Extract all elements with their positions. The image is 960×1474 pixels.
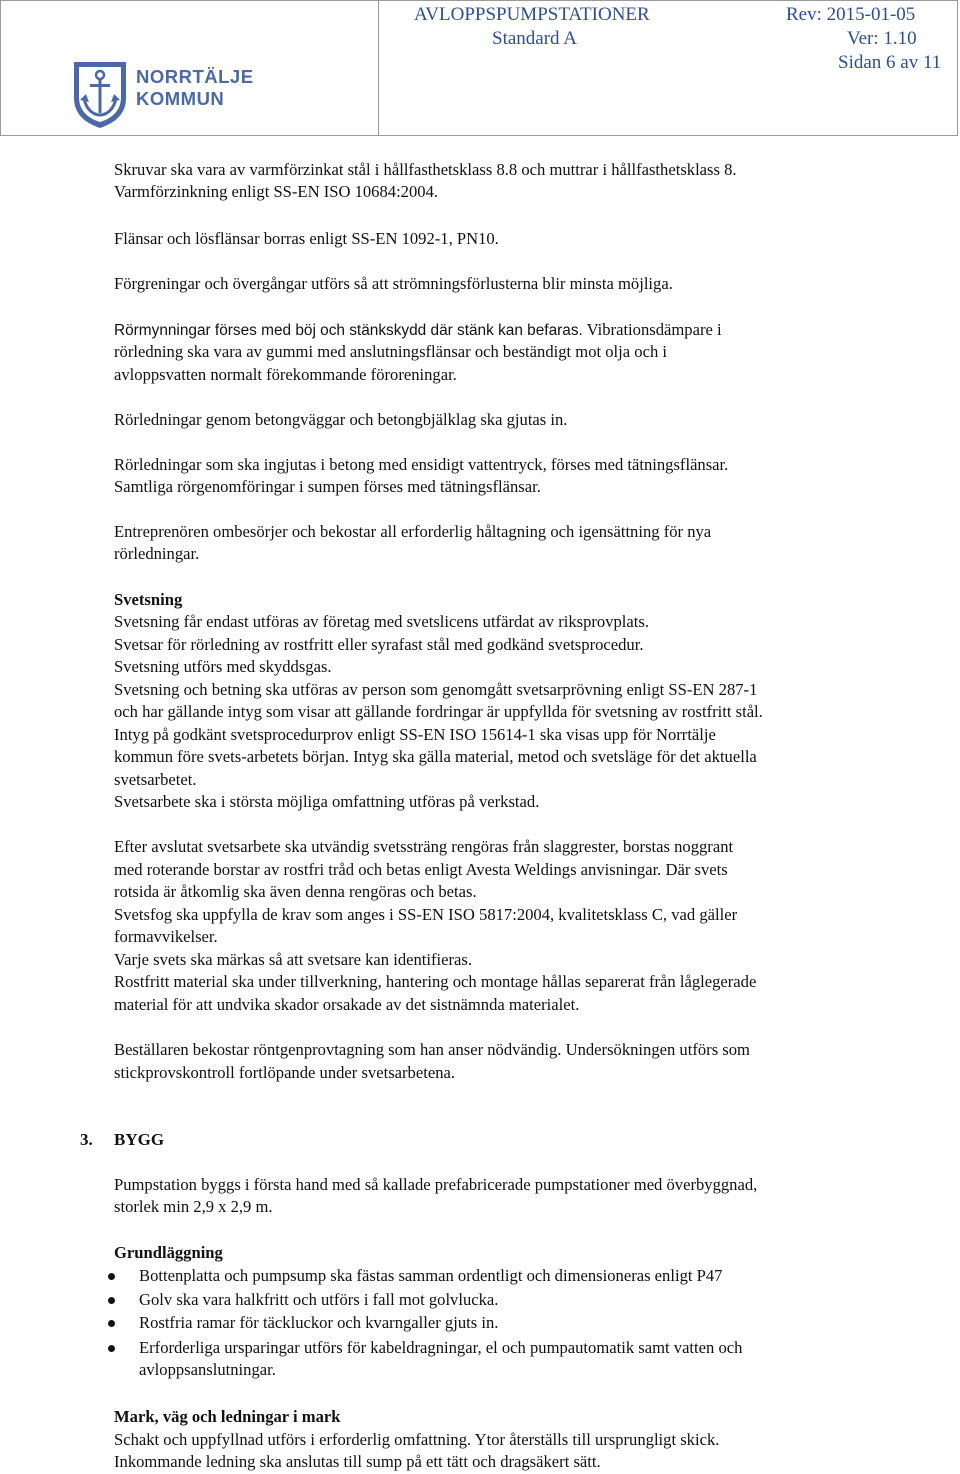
paragraph-cast-pipes-line-1: Rörledningar som ska ingjutas i betong med ensidigt vattentryck, förses med tätningsflänsar. xyxy=(114,455,729,474)
bullet-dot xyxy=(108,1345,115,1352)
heading-mark-vag-ledningar: Mark, väg och ledningar i mark xyxy=(114,1407,341,1426)
header-divider xyxy=(378,0,379,136)
logo-line-2: KOMMUN xyxy=(136,88,225,109)
bullet-dot xyxy=(108,1273,115,1280)
welding-line: Svetsning får endast utföras av företag med svetslicens utfärdat av riksprovplats. xyxy=(114,612,649,631)
welding-line: kommun före svets-arbetets början. Intyg ska gälla material, metod och svetsläge för det aktuella xyxy=(114,747,757,766)
document-title: AVLOPPSPUMPSTATIONER xyxy=(414,4,650,25)
paragraph-bolts-line-2: Varmförzinkning enligt SS-EN ISO 10684:2004. xyxy=(114,182,439,201)
norrtalje-kommun-logo xyxy=(70,58,270,130)
heading-svetsning: Svetsning xyxy=(114,590,183,609)
bullet-item: Rostfria ramar för täckluckor och kvarngaller gjuts in. xyxy=(139,1313,499,1332)
post-weld-line: med roterande borstar av rostfri tråd och betas enligt Avesta Weldings anvisningar. Där svets xyxy=(114,860,728,879)
paragraph-pipe-openings-line-2: rörledning ska vara av gummi med anslutningsflänsar och beständigt mot olja och i xyxy=(114,342,667,361)
welding-line: Svetsning utförs med skyddsgas. xyxy=(114,657,332,676)
xray-line: stickprovskontroll fortlöpande under svetsarbetena. xyxy=(114,1063,455,1082)
welding-line: Svetsarbete ska i största möjliga omfattning utföras på verkstad. xyxy=(114,792,540,811)
revision-date: Rev: 2015-01-05 xyxy=(786,4,916,25)
post-weld-line: Rostfritt material ska under tillverkning, hantering och montage hållas separerat från låglegerade xyxy=(114,972,757,991)
paragraph-flanges: Flänsar och lösflänsar borras enligt SS-EN 1092-1, PN10. xyxy=(114,229,499,248)
logo-wordmark xyxy=(136,66,254,110)
section3-intro-line-1: Pumpstation byggs i första hand med så kallade prefabricerade pumpstationer med överbyggnad, xyxy=(114,1175,758,1194)
welding-line: Intyg på godkänt svetsprocedurprov enligt SS-EN ISO 15614-1 ska visas upp för Norrtälje xyxy=(114,725,716,744)
section-title: BYGG xyxy=(114,1130,165,1149)
paragraph-bolts-line-1: Skruvar ska vara av varmförzinkat stål i hållfasthetsklass 8.8 och muttrar i hållfasthetsklass 8. xyxy=(114,160,737,179)
bullet-dot xyxy=(108,1297,115,1304)
post-weld-line: Efter avslutat svetsarbete ska utvändig svetssträng rengöras från slaggrester, borstas noggrant xyxy=(114,837,734,856)
paragraph-cast-pipes-line-2: Samtliga rörgenomföringar i sumpen förses med tätningsflänsar. xyxy=(114,477,541,496)
page-header xyxy=(0,0,960,138)
pipe-openings-text-a: Rörmynningar förses med böj och stänkskydd där stänk kan befaras. xyxy=(114,322,583,339)
anchor-shield-icon xyxy=(70,58,130,130)
mark-line-2: Inkommande ledning ska anslutas till sump på ett tätt och dragsäkert sätt. xyxy=(114,1452,601,1471)
post-weld-line: Varje svets ska märkas så att svetsare kan identifieras. xyxy=(114,950,473,969)
welding-line: svetsarbetet. xyxy=(114,770,197,789)
version-label: Ver: 1.10 xyxy=(847,28,917,49)
bullet-item: Bottenplatta och pumpsump ska fästas samman ordentligt och dimensioneras enligt P47 xyxy=(139,1266,723,1285)
standard-label: Standard A xyxy=(492,28,577,49)
paragraph-contractor-line-1: Entreprenören ombesörjer och bekostar all erforderlig håltagning och igensättning för nya xyxy=(114,522,712,541)
paragraph-contractor-line-2: rörledningar. xyxy=(114,544,200,563)
paragraph-pipe-openings-line-3: avloppsvatten normalt förekommande föroreningar. xyxy=(114,365,457,384)
pipe-openings-text-b: Vibrationsdämpare i xyxy=(586,320,722,339)
post-weld-line: material för att undvika skador orsakade av det sistnämnda materialet. xyxy=(114,995,580,1014)
post-weld-line: formavvikelser. xyxy=(114,927,218,946)
section3-intro-line-2: storlek min 2,9 x 2,9 m. xyxy=(114,1197,273,1216)
bullet-dot xyxy=(108,1320,115,1327)
bullet-item: Golv ska vara halkfritt och utförs i fall mot golvlucka. xyxy=(139,1290,499,1309)
bullet-item-continuation: avloppsanslutningar. xyxy=(139,1360,276,1379)
welding-line: och har gällande intyg som visar att gällande fordringar är uppfyllda för svetsning av rostfritt stål. xyxy=(114,702,763,721)
post-weld-line: Svetsfog ska uppfylla de krav som anges i SS-EN ISO 5817:2004, kvalitetsklass C, vad gäller xyxy=(114,905,738,924)
page-number: Sidan 6 av 11 xyxy=(838,52,942,73)
paragraph-pipe-openings-line-1 xyxy=(114,319,722,343)
heading-grundlaggning: Grundläggning xyxy=(114,1243,223,1262)
logo-line-1: NORRTÄLJE xyxy=(136,66,254,87)
post-weld-line: rotsida är åtkomlig ska även denna rengöras och betas. xyxy=(114,882,477,901)
xray-line: Beställaren bekostar röntgenprovtagning som han anser nödvändig. Undersökningen utförs som xyxy=(114,1040,750,1059)
section-number: 3. xyxy=(80,1130,93,1149)
paragraph-branches: Förgreningar och övergångar utförs så att strömningsförlusterna blir minsta möjliga. xyxy=(114,274,673,293)
welding-line: Svetsning och betning ska utföras av person som genomgått svetsarprövning enligt SS-EN 287-1 xyxy=(114,680,758,699)
paragraph-concrete-walls: Rörledningar genom betongväggar och betongbjälklag ska gjutas in. xyxy=(114,410,568,429)
mark-line-1: Schakt och uppfyllnad utförs i erforderlig omfattning. Ytor återställs till ursprungligt skick. xyxy=(114,1430,720,1449)
bullet-item: Erforderliga ursparingar utförs för kabeldragningar, el och pumpautomatik samt vatten och xyxy=(139,1338,743,1357)
welding-line: Svetsar för rörledning av rostfritt eller syrafast stål med godkänd svetsprocedur. xyxy=(114,635,644,654)
